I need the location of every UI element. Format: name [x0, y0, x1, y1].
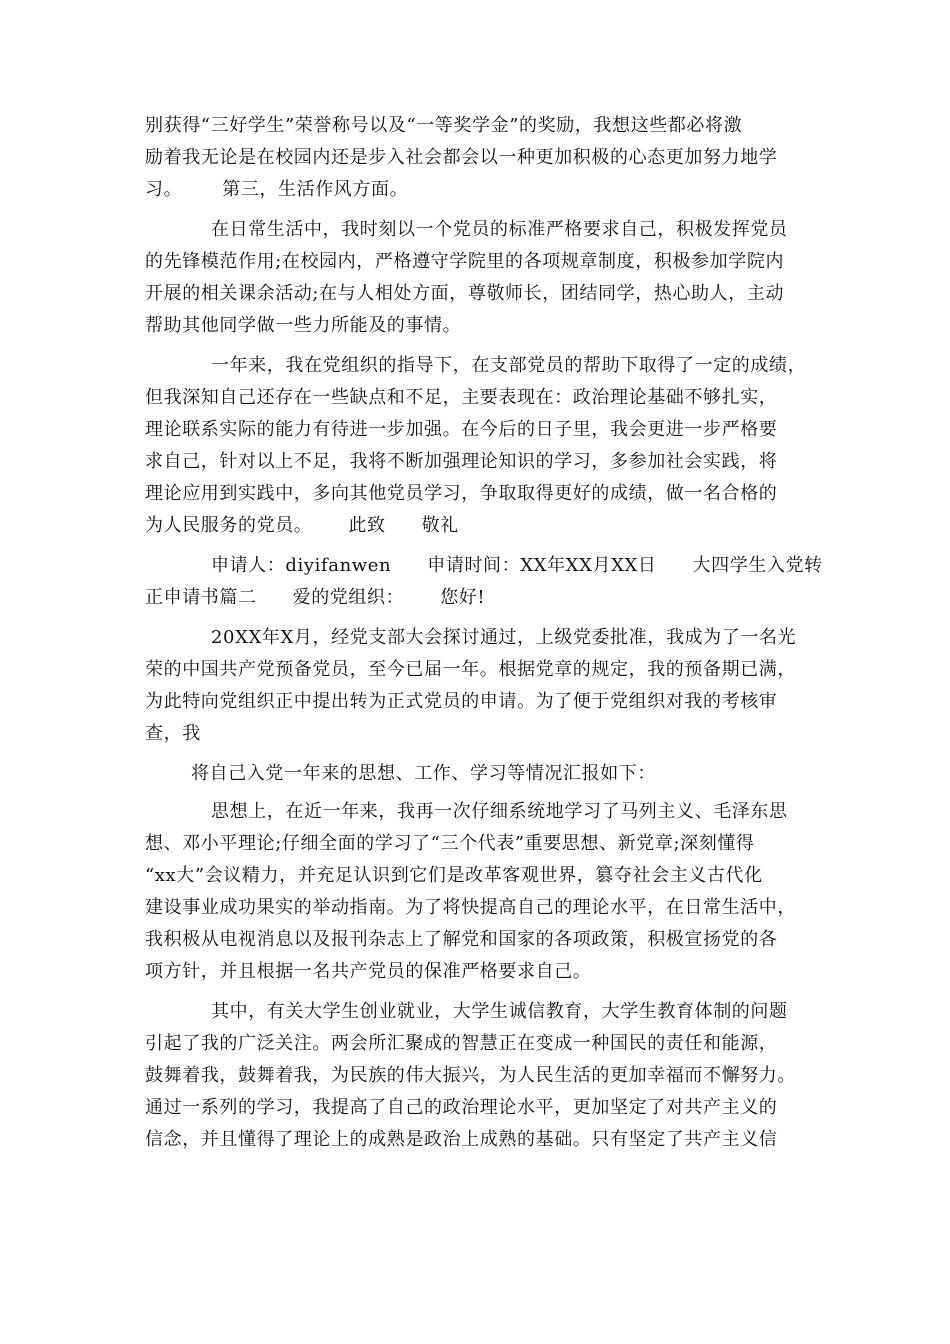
- paragraph-summary: [145, 350, 825, 542]
- text-line: 帮助其他同学做一些力所能及的事情。: [145, 315, 462, 336]
- text-line: [145, 996, 825, 1028]
- text-segment: 一年来，我在党组织的指导下，在支部党员的帮助下取得了一定的成绩，: [211, 355, 807, 376]
- paragraph-intro: [145, 622, 825, 750]
- text-line: 理论应用到实践中，多向其他党员学习，争取取得更好的成绩，做一名合格的: [145, 483, 778, 504]
- text-line: 励着我无论是在校园内还是步入社会都会以一种更加积极的心态更加努力地学: [145, 147, 778, 168]
- paragraph-report-intro: [145, 758, 825, 790]
- greeting: 您好!: [440, 587, 486, 608]
- text-segment: 习。: [145, 179, 183, 200]
- text-segment: 将自己入党一年来的思想、工作、学习等情况汇报如下：: [191, 763, 656, 784]
- text-line: [145, 796, 825, 828]
- text-line: 引起了我的广泛关注。两会所汇聚成的智慧正在变成一种国民的责任和能源，: [145, 1033, 778, 1054]
- text-line: 理论联系实际的能力有待进一步加强。在今后的日子里，我会更进一步严格要: [145, 419, 778, 440]
- text-line: 通过一系列的学习，我提高了自己的政治理论水平，更加坚定了对共产主义的: [145, 1097, 778, 1118]
- text-line: 但我深知自己还存在一些缺点和不足，主要表现在：政治理论基础不够扎实，: [145, 387, 778, 408]
- text-segment: 在日常生活中，我时刻以一个党员的标准严格要求自己，积极发挥党员: [211, 219, 788, 240]
- text-line: 信念，并且懂得了理论上的成熟是政治上成熟的基础。只有坚定了共产主义信: [145, 1129, 778, 1150]
- text-line: 建设事业成功果实的举动指南。为了将快提高自己的理论水平，在日常生活中，: [145, 897, 796, 918]
- text-line: [145, 214, 825, 246]
- paragraph-concerns: [145, 996, 825, 1156]
- text-line: 别获得“三好学生”荣誉称号以及“一等奖学金”的奖励，我想这些都必将激: [145, 115, 743, 136]
- closing-regards: 敬礼: [421, 515, 459, 536]
- salutation: 爱的党组织：: [292, 587, 405, 608]
- section-heading: 第三，生活作风方面。: [222, 179, 409, 200]
- text-line: 的先锋模范作用;在校园内，严格遵守学院里的各项规章制度，积极参加学院内: [145, 251, 785, 272]
- paragraph-awards: [145, 110, 825, 206]
- closing-salute: 此致: [348, 515, 386, 536]
- text-line: [145, 350, 825, 382]
- next-title: 大四学生入党转: [692, 555, 823, 576]
- text-line: “xx大”会议精力，并充足认识到它们是改革客观世界，篡夺社会主义古代化: [145, 865, 763, 886]
- text-line: 项方针，并且根据一名共产党员的保准严格要求自己。: [145, 961, 592, 982]
- text-line: 鼓舞着我，鼓舞着我，为民族的伟大振兴，为人民生活的更加幸福而不懈努力。: [145, 1065, 796, 1086]
- application-date: 申请时间：XX年XX月XX日: [427, 555, 657, 576]
- text-line: [145, 174, 825, 206]
- text-segment: 其中，有关大学生创业就业，大学生诚信教育，大学生教育体制的问题: [211, 1001, 788, 1022]
- text-segment: 为人民服务的党员。: [145, 515, 313, 536]
- text-line: 想、邓小平理论;仔细全面的学习了“三个代表”重要思想、新党章;深刻懂得: [145, 833, 755, 854]
- applicant-name: 申请人：diyifanwen: [211, 555, 392, 576]
- text-line: 我积极从电视消息以及报刊杂志上了解党和国家的各项政策，积极宣扬党的各: [145, 929, 778, 950]
- text-line: [145, 582, 825, 614]
- next-title-continued: 正申请书篇二: [145, 587, 257, 608]
- text-segment: 20XX年X月，经党支部大会探讨通过，上级党委批准，我成为了一名光: [211, 627, 797, 648]
- text-line: [145, 510, 825, 542]
- text-line: 荣的中国共产党预备党员，至今已届一年。根据党章的规定，我的预备期已满，: [145, 659, 796, 680]
- text-line: 为此特向党组织正中提出转为正式党员的申请。为了便于党组织对我的考核审: [145, 691, 778, 712]
- text-segment: 思想上，在近一年来，我再一次仔细系统地学习了马列主义、毛泽东思: [211, 801, 788, 822]
- text-line: 求自己，针对以上不足，我将不断加强理论知识的学习，多参加社会实践，将: [145, 451, 778, 472]
- text-line: [145, 550, 825, 582]
- text-line: [145, 758, 825, 790]
- text-line: 查，我: [145, 723, 201, 744]
- paragraph-signature: [145, 550, 825, 614]
- document-body: [145, 110, 825, 1156]
- text-line: [145, 622, 825, 654]
- paragraph-ideology: [145, 796, 825, 988]
- paragraph-daily-life: [145, 214, 825, 342]
- text-line: 开展的相关课余活动;在与人相处方面，尊敬师长，团结同学，热心助人，主动: [145, 283, 785, 304]
